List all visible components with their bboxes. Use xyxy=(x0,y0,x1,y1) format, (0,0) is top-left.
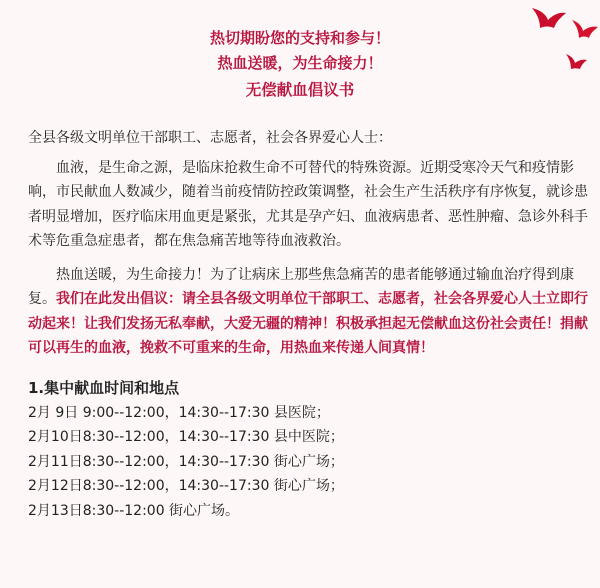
document-title: 无偿献血倡议书 xyxy=(245,81,355,99)
schedule-item: 2月13日8:30--12:00 街心广场。 xyxy=(28,502,240,519)
schedule-item: 2月 9日 9:00--12:00，14:30--17:30 县医院； xyxy=(28,404,330,421)
document-body xyxy=(28,126,588,523)
greeting: 全县各级文明单位干部职工、志愿者，社会各界爱心人士： xyxy=(28,130,392,146)
schedule-item: 2月12日8:30--12:00，14:30--17:30 街心广场； xyxy=(28,478,344,494)
header xyxy=(0,26,600,103)
paragraph-1: 血液，是生命之源，是临床抢救生命不可替代的特殊资源。近期受寒冷天气和疫情影响，市民献血人数减少，随着当前疫情防控政策调整，社会生产生活秩序有序恢复，就诊患者明显增加，医疗临床用血更是紧张，尤其是孕产妇、血液病患者、恶性肿瘤、急诊外科手术等危重急症患者，都在焦急痛苦地等待血液救治。 xyxy=(28,159,588,249)
paragraph-2-appeal: 我们在此发出倡议：请全县各级文明单位干部职工、志愿者，社会各界爱心人士立即行动起来！让我们发扬无私奉献，大爱无疆的精神！积极承担起无偿献血这份社会责任！捐献可以再生的血液，挽救不可重来的生命，用热血来传递人间真情！ xyxy=(28,291,588,356)
section-title-1: 1.集中献血时间和地点 xyxy=(28,378,180,397)
schedule-item: 2月11日8:30--12:00，14:30--17:30 街心广场； xyxy=(28,453,344,470)
schedule-item: 2月10日8:30--12:00，14:30--17:30 县中医院； xyxy=(28,429,344,445)
slogan-2: 热血送暖，为生命接力！ xyxy=(217,54,383,72)
paragraph-2-plain: 热血送暖，为生命接力！为了让病床上那些焦急痛苦的患者能够通过输血治疗得到康复。 xyxy=(28,266,574,307)
paragraph-2 xyxy=(28,263,588,361)
slogan-1: 热切期盼您的支持和参与！ xyxy=(209,29,390,47)
